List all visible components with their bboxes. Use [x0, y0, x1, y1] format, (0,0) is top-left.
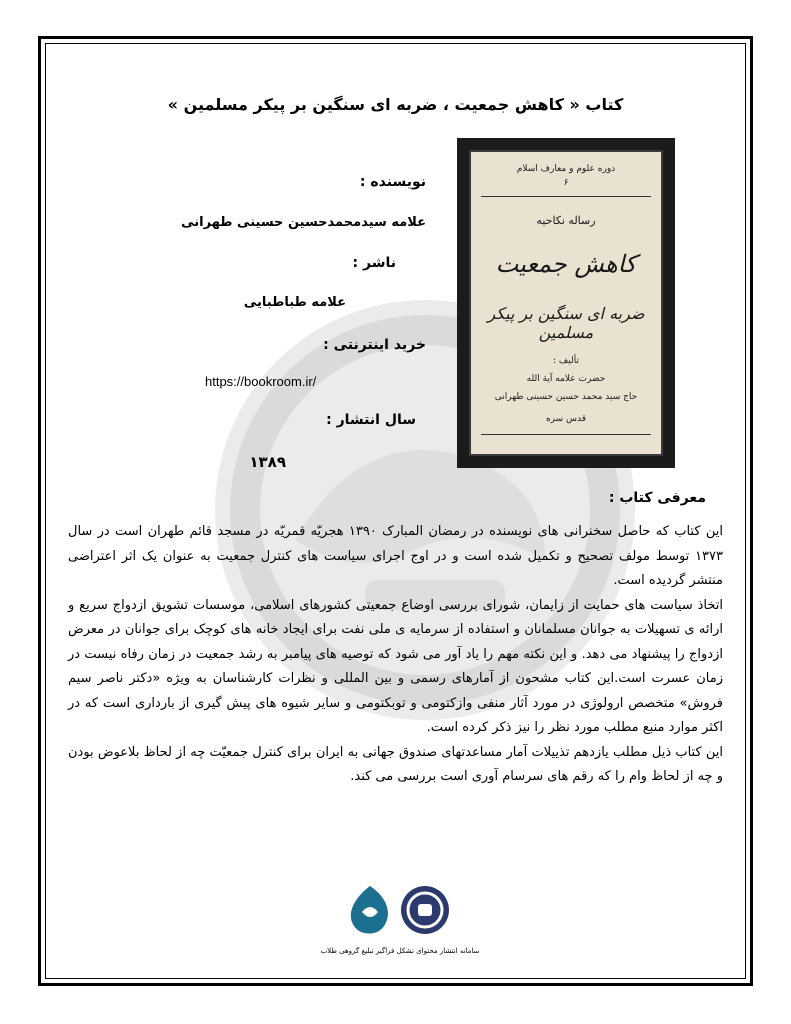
footer-caption: سامانه انتشار محتوای تشکل فراگیر تبلیغ گروهی طلاب	[320, 947, 480, 955]
author-value: علامه سیدمحمدحسین حسینی طهرانی	[181, 215, 426, 230]
cover-by-label: تألیف :	[553, 356, 579, 366]
online-purchase-label: خرید اینترنتی :	[323, 337, 426, 353]
cover-number: ۶	[563, 178, 569, 188]
publish-year-value: ۱۳۸۹	[249, 453, 286, 471]
cover-rule-bottom	[481, 434, 651, 435]
intro-paragraph: این کتاب که حاصل سخنرانی های نویسنده در رمضان المبارک ۱۳۹۰ هجریّه قمریّه در مسجد قائم طهران است در سال ۱۳۷۳ توسط مولف تصحیح و تکمیل شده است و در اوج اجرای سیاست های کنترل جمعیت به عنوان یک اثر اعتراضی منتشر گردیده است.	[68, 524, 723, 588]
cover-author-line-2: حاج سید محمد حسین حسینی طهرانی	[494, 392, 638, 402]
book-cover	[457, 138, 675, 468]
publisher-label: ناشر :	[352, 255, 396, 271]
publish-year-label: سال انتشار :	[326, 412, 416, 428]
cover-title-line-2: ضربه ای سنگین بر پیکر مسلمین	[487, 304, 645, 342]
cover-subtitle: رساله نکاحیه	[536, 214, 596, 227]
document-title: کتاب « کاهش جمعیت ، ضربه ای سنگین بر پیکر مسلمین »	[167, 95, 624, 114]
intro-paragraph: اتخاذ سیاست های حمایت از زایمان، شورای بررسی اوضاع جمعیتی کشورهای اسلامی، موسسات تشویق ازدواج سریع و ارائه ی تسهیلات به جوانان مسلمانان و استفاده از سرمایه ی ملی نفت برای ایجاد خانه های کوچک برای جوانان در معرض ازدواج را پیشنهاد می دهد. و این نکته مهم را یاد آور می شود که توصیه های پیامبر به رشد جمعیت در زمان رفاه نیست در زمان عسرت است.این کتاب مشحون از آمارهای رسمی و بین المللی و نظرات کارشناسان به ویژه «دکتر ناصر سیم فروش» متخصص ارولوژی در مورد آثار منفی وازکتومی و توبکتومی و سایر شیوه های پیش گیری از بارداری است که در اکثر موارد منبع مطلب مورد نظر را نیز ذکر کرده است.	[68, 597, 723, 735]
teardrop-calligraphy-logo	[351, 886, 388, 934]
intro-heading: معرفی کتاب :	[608, 490, 706, 506]
cover-rule-top	[481, 196, 651, 197]
intro-body	[68, 520, 723, 790]
cover-series: دوره علوم و معارف اسلام	[516, 164, 616, 174]
online-purchase-link[interactable]: https://bookroom.ir/	[205, 374, 317, 389]
book-cover-inner	[469, 150, 663, 456]
author-label: نویسنده :	[359, 174, 426, 190]
circular-emblem-logo	[401, 886, 449, 934]
cover-author-line-1: حضرت علامه آیة الله	[526, 374, 606, 384]
cover-author-line-3: قدس سره	[545, 414, 587, 424]
publisher-value: علامه طباطبایی	[243, 295, 346, 310]
intro-paragraph: این کتاب ذیل مطلب یازدهم تذییلات آمار مساعدتهای صندوق جهانی به ایران برای کنترل جمعیّت چه از لحاظ بلاعوض بودن و چه از لحاظ وام را که رقم های سرسام آوری است بررسی می کند.	[68, 744, 723, 784]
cover-title-line-1: کاهش جمعیت	[495, 250, 637, 278]
footer-logos	[340, 880, 460, 940]
